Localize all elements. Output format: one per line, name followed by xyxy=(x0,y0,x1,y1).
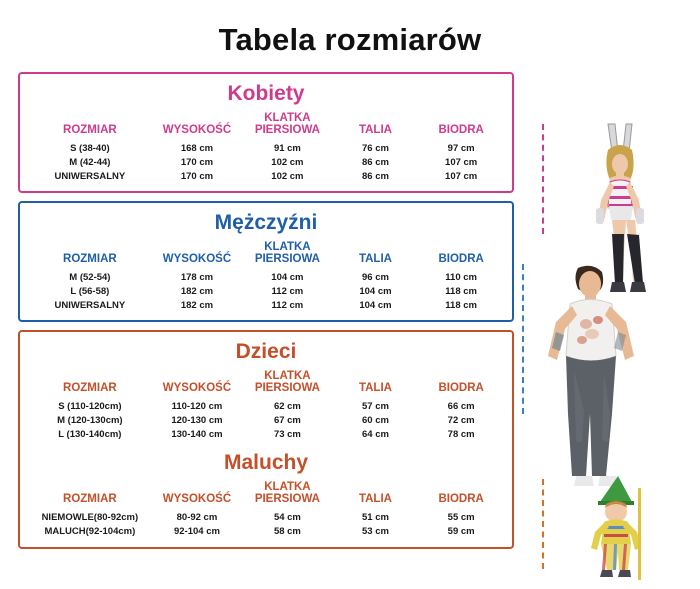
cell-height: 178 cm xyxy=(180,271,214,283)
cell-height: 170 cm xyxy=(180,156,214,168)
cell-waist: 57 cm xyxy=(361,400,389,412)
col-header-chest: KLATKA PIERSIOWA xyxy=(254,112,320,137)
man-measure-guide-line xyxy=(522,264,524,414)
cell-waist: 104 cm xyxy=(359,285,392,297)
col-header-height: WYSOKOŚĆ xyxy=(162,382,232,395)
cell-size: S (38-40) xyxy=(70,142,110,154)
cell-height: 182 cm xyxy=(180,285,214,297)
cell-size: UNIWERSALNY xyxy=(54,170,126,182)
child-measure-guide-line xyxy=(542,479,544,569)
table-row xyxy=(28,413,504,427)
cell-height: 80-92 cm xyxy=(176,512,218,523)
child-figure xyxy=(572,474,662,584)
table-row xyxy=(28,399,504,413)
cell-waist: 86 cm xyxy=(361,170,389,182)
cell-height: 120-130 cm xyxy=(171,414,223,426)
cell-hips: 72 cm xyxy=(447,414,475,426)
table-row xyxy=(28,284,504,298)
cell-hips: 107 cm xyxy=(445,170,478,182)
table-row xyxy=(28,141,504,155)
cell-chest: 67 cm xyxy=(273,414,301,426)
cell-hips: 59 cm xyxy=(447,526,475,537)
kids-table xyxy=(28,370,504,441)
col-header-chest: KLATKA PIERSIOWA xyxy=(254,370,320,395)
cell-height: 110-120 cm xyxy=(171,400,223,412)
cell-chest: 62 cm xyxy=(273,400,301,412)
women-table xyxy=(28,112,504,183)
size-table-kids xyxy=(18,330,514,548)
men-table xyxy=(28,241,504,312)
cell-hips: 66 cm xyxy=(447,400,475,412)
cell-chest: 104 cm xyxy=(271,271,304,283)
cell-waist: 60 cm xyxy=(361,414,389,426)
cell-chest: 102 cm xyxy=(271,170,304,182)
man-figure xyxy=(530,262,650,492)
col-header-size: ROZMIAR xyxy=(63,382,117,395)
table-row xyxy=(28,298,504,312)
cell-chest: 58 cm xyxy=(273,526,301,537)
col-header-size: ROZMIAR xyxy=(63,493,117,506)
woman-measure-guide-line xyxy=(542,124,544,234)
cell-waist: 104 cm xyxy=(359,299,392,311)
table-header-row xyxy=(28,112,504,141)
size-chart-content xyxy=(0,64,700,584)
cell-height: 182 cm xyxy=(180,299,214,311)
size-table-women xyxy=(18,72,514,193)
table-header-row xyxy=(28,481,504,510)
col-header-chest: KLATKA PIERSIOWA xyxy=(254,481,320,506)
cell-hips: 78 cm xyxy=(447,428,475,440)
cell-hips: 110 cm xyxy=(445,271,477,283)
table-row xyxy=(28,427,504,441)
cell-waist: 53 cm xyxy=(361,526,389,537)
cell-height: 168 cm xyxy=(180,142,214,154)
men-table-title: Mężczyźni xyxy=(214,211,318,235)
table-header-row xyxy=(28,241,504,270)
cell-hips: 118 cm xyxy=(445,299,477,311)
kids-table-title: Dzieci xyxy=(235,340,297,364)
cell-size: M (120-130cm) xyxy=(57,414,123,426)
cell-chest: 91 cm xyxy=(273,142,301,154)
cell-size: L (56-58) xyxy=(70,285,110,297)
cell-hips: 97 cm xyxy=(447,142,475,154)
cell-height: 92-104 cm xyxy=(173,526,220,537)
cell-height: 130-140 cm xyxy=(171,428,223,440)
table-row xyxy=(28,525,504,539)
col-header-height: WYSOKOŚĆ xyxy=(162,253,232,266)
table-row xyxy=(28,169,504,183)
table-header-row xyxy=(28,370,504,399)
page-title: Tabela rozmiarów xyxy=(218,22,482,57)
man-costume-illustration xyxy=(530,262,650,492)
col-header-waist: TALIA xyxy=(358,493,392,506)
col-header-hips: BIODRA xyxy=(438,382,484,395)
cell-hips: 55 cm xyxy=(447,512,475,523)
cell-chest: 54 cm xyxy=(273,512,301,523)
toddlers-table xyxy=(28,481,504,538)
women-table-title: Kobiety xyxy=(227,82,305,105)
child-costume-illustration xyxy=(572,474,662,584)
cell-hips: 107 cm xyxy=(445,156,478,168)
col-header-chest: KLATKA PIERSIOWA xyxy=(254,241,320,266)
col-header-hips: BIODRA xyxy=(438,493,484,506)
toddlers-table-title: Maluchy xyxy=(223,451,309,475)
cell-size: UNIWERSALNY xyxy=(54,299,126,311)
table-row xyxy=(28,155,504,169)
cell-chest: 112 cm xyxy=(271,285,304,297)
col-header-waist: TALIA xyxy=(358,253,392,266)
col-header-height: WYSOKOŚĆ xyxy=(162,124,232,137)
cell-waist: 86 cm xyxy=(361,156,389,168)
cell-size: M (52-54) xyxy=(69,271,111,283)
col-header-waist: TALIA xyxy=(358,382,392,395)
table-row xyxy=(28,511,504,525)
col-header-hips: BIODRA xyxy=(438,124,484,137)
cell-waist: 96 cm xyxy=(361,271,389,283)
cell-waist: 64 cm xyxy=(361,428,389,440)
cell-chest: 73 cm xyxy=(273,428,301,440)
col-header-size: ROZMIAR xyxy=(63,253,117,266)
col-header-height: WYSOKOŚĆ xyxy=(162,493,232,506)
col-header-waist: TALIA xyxy=(358,124,392,137)
cell-size: NIEMOWLE(80-92cm) xyxy=(41,512,139,523)
cell-height: 170 cm xyxy=(180,170,214,182)
cell-size: MALUCH(92-104cm) xyxy=(44,526,136,537)
cell-size: S (110-120cm) xyxy=(58,400,122,412)
col-header-size: ROZMIAR xyxy=(63,124,117,137)
table-row xyxy=(28,270,504,284)
figures-column xyxy=(510,64,700,584)
cell-chest: 112 cm xyxy=(271,299,304,311)
cell-hips: 118 cm xyxy=(445,285,477,297)
size-tables xyxy=(18,72,514,557)
cell-waist: 76 cm xyxy=(361,142,389,154)
cell-chest: 102 cm xyxy=(271,156,304,168)
cell-size: L (130-140cm) xyxy=(58,428,122,440)
col-header-hips: BIODRA xyxy=(438,253,484,266)
cell-waist: 51 cm xyxy=(361,512,389,523)
size-table-men xyxy=(18,201,514,322)
cell-size: M (42-44) xyxy=(69,156,111,168)
